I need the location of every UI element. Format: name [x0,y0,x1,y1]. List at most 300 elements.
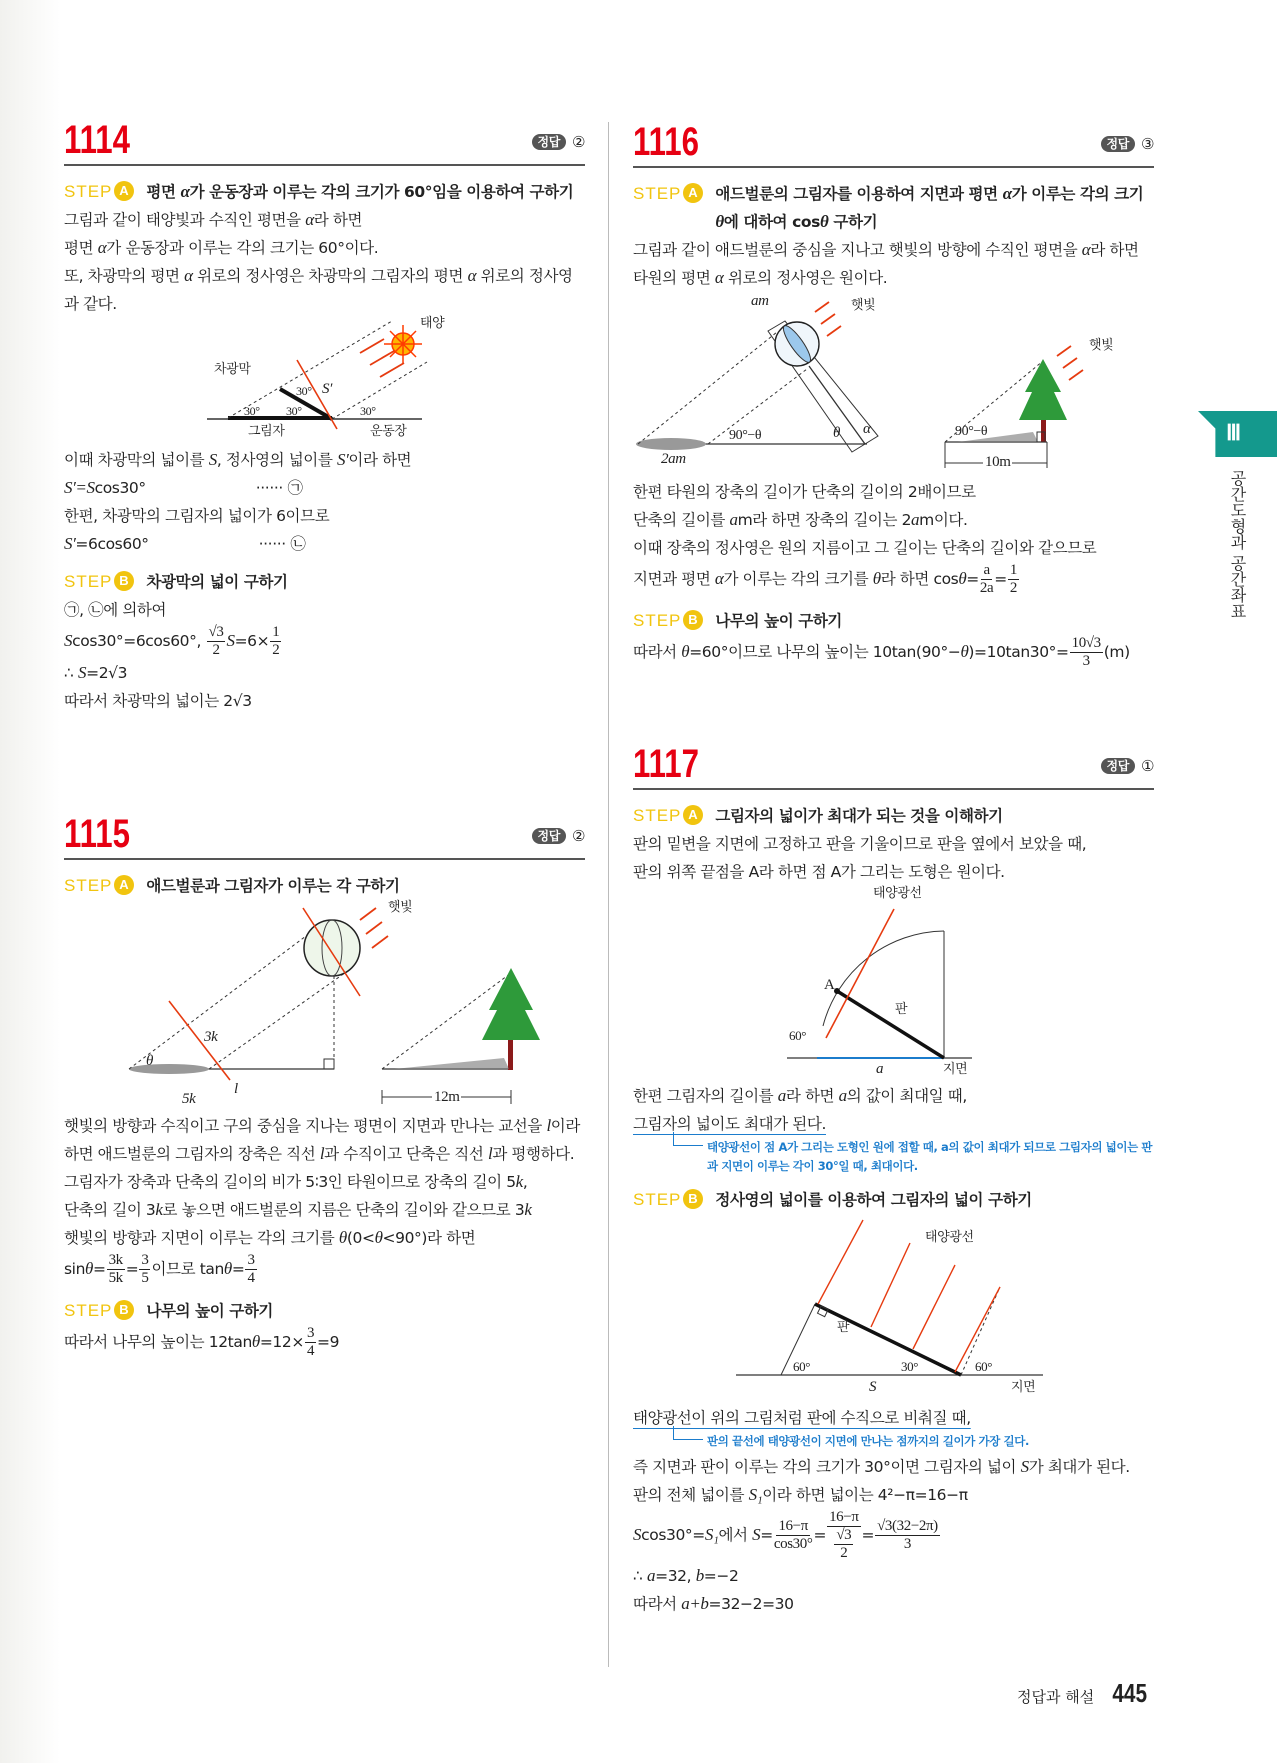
text-run: 태양광선이 점 A가 그리는 도형인 원에 접할 때, a의 값이 최대가 되므로 그림자의 넓이는 판과 지면이 이루는 각이 30°일 때, 최대이다. [707,1140,1153,1173]
text-run: 위로의 정사영은 차광막의 그림자의 평면 [192,267,468,285]
paragraph [64,234,585,262]
text-run: )=10tan30°= [968,643,1069,661]
paragraph [633,534,1154,562]
paragraph [633,1082,1154,1110]
text-run: 가 이루는 각의 크기를 [723,570,873,588]
label-2am: 2am [661,451,686,467]
paragraph [633,1509,1154,1562]
text-run: 그림자의 넓이도 최대가 된다. [633,1115,826,1133]
answer-value: ② [571,827,585,845]
fraction [270,624,281,659]
text-run: 따라서 [633,643,682,661]
paragraph [633,1404,1154,1432]
numerator: 3k [108,1252,123,1268]
label-angle: 30° [296,384,312,398]
paragraph [64,502,585,530]
math-var: S′=S [64,478,95,497]
label-sunlight: 햇빛 [388,900,413,915]
text-run: sin [64,1260,86,1278]
math-var: θ [85,1259,93,1278]
label-alpha: α [863,421,871,437]
text-run: 그림과 같이 애드벌룬의 중심을 지나고 햇빛의 방향에 수직인 평면을 [633,241,1082,259]
problem-1116 [633,120,1154,670]
label-l: l [234,1081,238,1097]
step-label [633,607,715,635]
fraction [980,562,993,597]
label-board: 판 [837,1320,850,1335]
fraction [1008,562,1019,597]
figure-balloon-tree [633,292,1154,478]
paragraph [633,1590,1154,1618]
numerator: 1 [272,624,280,640]
label-shadow: 그림자 [248,424,285,439]
fraction [875,1518,940,1553]
denominator: 5 [141,1270,149,1286]
math-var: S′ [64,534,76,553]
paragraph [633,264,1154,292]
math-var: θ [223,1259,232,1278]
paragraph [633,506,1154,534]
step-word: STEP [64,876,113,895]
answer [532,128,585,156]
step-title [715,1186,1154,1214]
denominator: 2 [272,642,280,658]
paragraph [64,1224,585,1252]
fraction [107,1252,125,1287]
underlined-text [633,1115,826,1133]
paragraph [633,1110,1154,1138]
text-run: 한편 타원의 장축의 길이가 단축의 길이의 2배이므로 [633,483,976,501]
text-run: 이므로 tan [151,1260,224,1278]
text-run: 에 대하여 cos [723,213,820,231]
answer-badge: 정답 [532,134,566,150]
label-3k: 3k [204,1029,218,1045]
answer [1101,130,1154,158]
text-run: 단축의 길이를 [633,511,730,529]
text-run: 그림자의 넓이가 최대가 되는 것을 이해하기 [715,807,1003,825]
text-run: =9 [317,1333,340,1351]
math-var: a [777,1086,786,1105]
label-s: S [869,1379,877,1395]
text-run: 이라 하면 [348,451,412,469]
step-word: STEP [633,806,682,825]
text-run: 라 하면 [313,211,363,229]
step-word: STEP [64,572,113,591]
text-run: 나무의 높이 구하기 [146,1302,273,1320]
equation-tag: ······ ㉡ [258,535,306,553]
math-var: b [695,1566,704,1585]
paragraph [64,446,585,474]
math-var: S₁ [704,1525,719,1544]
label-s-prime: S′ [322,381,332,397]
numerator: 3 [247,1252,255,1268]
text-run: 애드벌룬과 그림자가 이루는 각 구하기 [146,877,400,895]
text-run: 한편 그림자의 길이를 [633,1087,778,1105]
text-run: 평면 [146,183,181,201]
answer-badge: 정답 [1101,136,1135,152]
text-run: 애드벌룬의 그림자를 이용하여 지면과 평면 [715,185,1003,203]
text-run: <90°)라 하면 [382,1229,476,1247]
step-word: STEP [633,611,682,630]
text-run: 즉 지면과 판이 이루는 각의 크기가 30°이면 그림자의 넓이 [633,1458,1021,1476]
tree-icon [482,968,540,1070]
text-run: 따라서 차광막의 넓이는 2√3 [64,692,252,710]
math-var: l [319,1144,325,1163]
math-var: θ [820,212,829,231]
label-5k: 5k [182,1091,196,1107]
paragraph [633,562,1154,597]
text-run: , [522,1173,528,1191]
step-title [715,180,1154,236]
math-var: S [226,631,235,650]
step-heading-a [633,802,1154,830]
label-90-minus-theta: 90°−θ [729,428,762,443]
math-var: α [467,266,477,285]
annotation-note [633,1432,1154,1451]
page-footer [1017,1678,1152,1709]
problem-number: 1114 [64,118,130,162]
math-var: θ [958,569,967,588]
math-var: a [729,510,738,529]
text-run: 따라서 나무의 높이는 12tan [64,1333,252,1351]
text-run: 평면 [64,239,98,257]
label-board: 판 [895,1002,908,1017]
text-run: =6× [234,632,270,650]
paragraph [64,1196,585,1224]
text-run: =32−2=30 [708,1595,794,1613]
text-run: 햇빛의 방향과 지면이 이루는 각의 크기를 [64,1229,339,1247]
problem-header [64,812,585,860]
problem-number: 1116 [633,120,699,164]
chapter-title: 공간도형과 공간좌표 [1228,470,1247,620]
paragraph [64,659,585,687]
math-var: α [714,569,724,588]
text-run: =2√3 [86,664,128,682]
numerator: 3 [141,1252,149,1268]
fraction [834,1527,853,1562]
text-run: 이때 장축의 정사영은 원의 지름이고 그 길이는 단축의 길이와 같으므로 [633,539,1097,557]
figure-sunshade [64,318,585,446]
step-word: STEP [64,182,113,201]
step-label [64,872,146,900]
paragraph [633,1481,1154,1509]
step-letter-icon: B [114,1300,134,1320]
page-number: 445 [1112,1678,1148,1708]
text-run: 판의 전체 넓이를 [633,1486,749,1504]
figure-board-ray [633,1214,1154,1404]
denominator: 5k [108,1270,123,1286]
math-var: θ [374,1228,383,1247]
text-run: ∴ [633,1567,647,1585]
math-var: k [524,1200,532,1219]
text-run: 햇빛의 방향과 수직이고 구의 중심을 지나는 평면이 지면과 만나는 교선을 [64,1117,547,1135]
footer-label: 정답과 해설 [1017,1688,1095,1706]
underlined-text [633,1409,971,1427]
math-var: α [305,210,314,229]
numerator: 16−π [829,1509,859,1525]
numerator: √3 [836,1527,852,1543]
label-30: 30° [901,1359,918,1374]
label-90-minus-theta: 90°−θ [955,424,988,439]
text-run: 위로의 정사영은 원이다. [723,269,888,287]
math-var: a+b [681,1594,709,1613]
step-letter-icon: B [683,1189,703,1209]
step-heading-b [633,607,1154,635]
math-var: α [184,266,193,285]
fraction [245,1252,256,1287]
pointer-arrow-icon [673,1426,703,1440]
text-run: = [813,1526,827,1544]
text-run: cos30°= [641,1526,705,1544]
label-sunshade: 차광막 [214,362,251,377]
text-run: 이때 차광막의 넓이를 [64,451,209,469]
text-run: 이라 하면 넓이는 4²−π=16−π [762,1486,968,1504]
text-run: =60°이므로 나무의 높이는 10tan(90°− [689,643,961,661]
label-angle: 30° [360,404,376,418]
board-side-diagram [633,886,1153,1082]
fraction [774,1518,813,1553]
math-var: l [546,1116,551,1135]
paragraph [633,635,1154,670]
figure-balloon-shadow [64,900,585,1112]
denominator: 2 [1009,580,1017,596]
step-label [633,1186,715,1214]
step-word: STEP [64,1301,113,1320]
step-word: STEP [633,184,682,203]
paragraph [64,1112,585,1168]
math-var: S [633,1525,642,1544]
paragraph [633,830,1154,858]
math-var: α [714,268,724,287]
denominator: 2 [840,1545,848,1561]
math-var: θ [681,642,690,661]
step-label [64,178,146,206]
text-run: m라 하면 장축의 길이는 2 [737,511,912,529]
step-label [633,180,715,208]
numerator: 16−π [778,1518,808,1534]
paragraph [64,596,585,624]
text-run: =−2 [703,1567,739,1585]
label-sun: 태양 [420,316,445,331]
numerator: 3 [306,1325,315,1341]
label-field: 운동장 [370,424,407,439]
math-var: a [647,1566,656,1585]
label-10m: 10m [985,454,1011,470]
paragraph [64,206,585,234]
label-sunlight: 햇빛 [1089,338,1114,353]
denominator: 2 [212,642,220,658]
math-var: a [838,1086,847,1105]
text-run: cos30° [94,479,146,497]
paragraph [64,1325,585,1360]
paragraph [633,1562,1154,1590]
problem-header [64,118,585,166]
tree-icon [1019,359,1067,442]
label-theta: θ [146,1053,153,1069]
board-ray-diagram [633,1214,1153,1404]
text-run: 정사영의 넓이를 이용하여 그림자의 넓이 구하기 [715,1191,1032,1209]
answer-value: ③ [1140,135,1154,153]
text-run: = [861,1526,875,1544]
text-run: = [994,570,1007,588]
step-heading-b [64,568,585,596]
text-run: 라 하면 [785,1087,839,1105]
problem-number: 1115 [64,812,130,856]
paragraph [633,478,1154,506]
step-letter-icon: A [114,875,134,895]
text-run: 가 최대가 된다. [1028,1458,1130,1476]
balloon-plane-diagram [633,292,1153,478]
text-run: 가 이루는 각의 크기 [1011,185,1144,203]
math-var: S [1020,1457,1029,1476]
text-run: 구하기 [828,213,878,231]
numerator: √3(32−2π) [877,1518,938,1534]
step-title [146,872,585,900]
label-12m: 12m [434,1089,460,1105]
label-60-left: 60° [793,1359,810,1374]
text-run: 과 수직이고 단축은 직선 [324,1145,488,1163]
math-var: S [752,1525,761,1544]
step-letter-icon: A [683,183,703,203]
fraction [305,1325,316,1360]
figure-board-side [633,886,1154,1082]
step-heading-a [64,178,585,206]
text-run: 따라서 [633,1595,682,1613]
paragraph [64,262,585,318]
text-run: = [966,570,979,588]
text-run: 로 놓으면 애드벌룬의 지름은 단축의 길이와 같으므로 3 [162,1201,525,1219]
paragraph [633,236,1154,264]
text-run: 판의 밑변을 지면에 고정하고 판을 기울이므로 판을 옆에서 보았을 때, [633,835,1087,853]
step-heading-b [64,1297,585,1325]
denominator [833,1527,854,1562]
math-var: θ [960,642,969,661]
math-var: S [64,631,73,650]
answer-value: ① [1140,757,1154,775]
label-a: a [876,1061,884,1077]
text-run: 한편, 차광막의 그림자의 넓이가 6이므로 [64,507,330,525]
numerator: a [983,562,990,578]
step-title [146,178,585,206]
step-label [64,1297,146,1325]
text-run: 에서 [718,1526,753,1544]
step-heading-b [633,1186,1154,1214]
paragraph [64,687,585,715]
math-var: k [155,1200,163,1219]
text-run: 라 하면 [1090,241,1139,259]
math-var: k [515,1172,523,1191]
text-run: 가 운동장과 이루는 각의 크기가 60°임을 이용하여 구하기 [189,183,574,201]
page-edge [0,0,60,1763]
label-sun-ray: 태양광선 [873,886,922,901]
text-run: = [92,1260,106,1278]
text-run: 그림과 같이 태양빛과 수직인 평면을 [64,211,306,229]
text-run: 지면과 평면 [633,570,715,588]
problem-1117 [633,742,1154,1618]
text-run: ㉠, ㉡에 의하여 [64,601,167,619]
answer-badge: 정답 [1101,758,1135,774]
fraction [827,1509,860,1562]
step-letter-icon: A [114,181,134,201]
step-title [146,568,585,596]
equation-tag: ······ ㉠ [255,479,303,497]
text-run: 태양광선이 위의 그림처럼 판에 수직으로 비춰질 때, [633,1409,971,1427]
math-var: θ [338,1228,347,1247]
paragraph [633,1453,1154,1481]
step-title [715,607,1154,635]
paragraph [64,1168,585,1196]
denominator: 4 [306,1343,315,1359]
step-title [715,802,1154,830]
balloon-icon [304,920,360,976]
math-var: α [1081,240,1091,259]
label-am: am [751,293,769,309]
fraction [1070,635,1103,670]
text-run: 가 운동장과 이루는 각의 크기는 60°이다. [106,239,379,257]
label-point-a: A [824,977,835,993]
text-run: = [125,1260,139,1278]
text-run: = [760,1526,773,1544]
math-var: α [180,182,190,201]
text-run: 판의 위쪽 끝점을 A라 하면 점 A가 그리는 도형은 원이다. [633,863,1005,881]
label-angle: 30° [244,404,260,418]
annotation-note [633,1138,1154,1176]
step-heading-a [633,180,1154,236]
problem-header [633,120,1154,168]
text-run: (0< [346,1229,375,1247]
text-run: 의 값이 최대일 때, [846,1087,967,1105]
paragraph [64,530,585,558]
denominator: 4 [247,1270,255,1286]
sun-icon [384,325,422,363]
text-run: 타원의 평면 [633,269,715,287]
answer [1101,752,1154,780]
math-var: S₁ [748,1485,763,1504]
math-var: α [97,238,107,257]
denominator: 2a [979,580,994,596]
label-angle: 30° [286,404,302,418]
fraction [207,624,226,659]
math-var: θ [872,569,881,588]
problem-1114 [64,118,585,715]
text-run: = [231,1260,245,1278]
denominator: 3 [1082,653,1090,669]
answer [532,822,585,850]
text-run: 단축의 길이 3 [64,1201,156,1219]
answer-value: ② [571,133,585,151]
answer-badge: 정답 [532,828,566,844]
label-sunlight: 햇빛 [851,298,876,313]
denominator: cos30° [773,1536,813,1552]
text-run: cos30°=6cos60°, [72,632,206,650]
text-run: =32, [655,1567,696,1585]
label-sun-ray: 태양광선 [925,1230,974,1245]
text-run: 나무의 높이 구하기 [715,612,842,630]
numerator: 1 [1009,562,1017,578]
text-run: 그림자가 장축과 단축의 길이의 비가 5∶3인 타원이므로 장축의 길이 5 [64,1173,516,1191]
label-60: 60° [789,1028,806,1043]
step-heading-a [64,872,585,900]
step-letter-icon: B [683,610,703,630]
text-run: 위로의 정사영과 같다. [64,267,573,313]
paragraph [64,474,585,502]
text-run: , 정사영의 넓이를 [216,451,337,469]
math-var: a [911,510,920,529]
step-letter-icon: A [683,805,703,825]
math-var: θ [251,1332,260,1351]
text-run: 또, 차광막의 평면 [64,267,185,285]
numerator: 10√3 [1071,635,1101,651]
